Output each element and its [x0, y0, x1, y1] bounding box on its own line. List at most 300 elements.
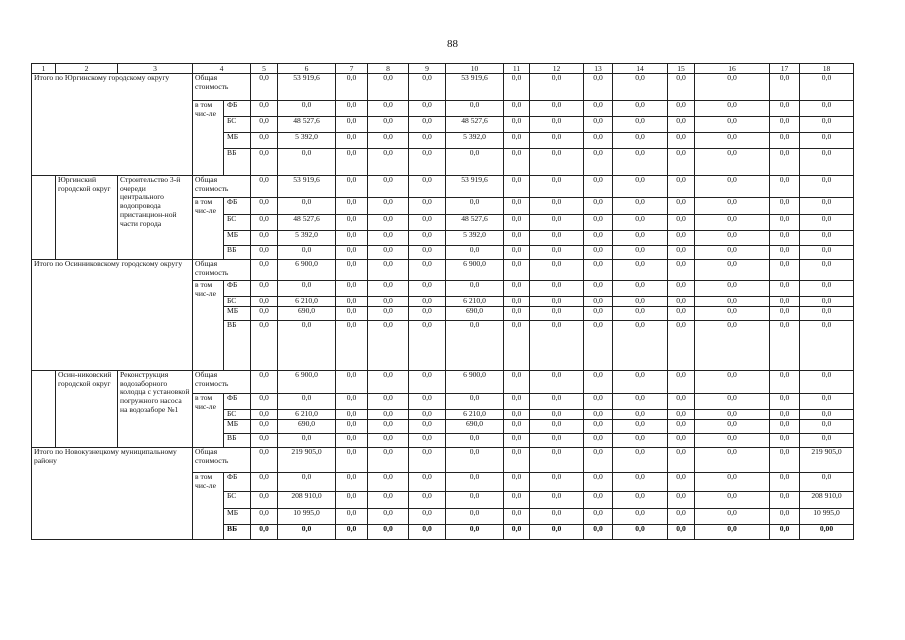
value-cell: 0,0 — [251, 448, 278, 473]
value-cell: 0,0 — [336, 394, 368, 410]
value-cell: 0,0 — [504, 231, 530, 246]
funding-source: БС — [224, 297, 251, 307]
value-cell: 0,0 — [800, 394, 854, 410]
value-cell: 0,0 — [504, 281, 530, 297]
value-cell: 0,0 — [613, 394, 668, 410]
value-cell: 0,0 — [695, 420, 770, 434]
including-label: в том чис-ле — [193, 101, 224, 176]
value-cell: 0,0 — [613, 525, 668, 540]
value-cell: 0,0 — [409, 176, 446, 198]
value-cell: 0,0 — [251, 297, 278, 307]
value-cell: 0,0 — [251, 371, 278, 394]
value-cell: 53 919,6 — [278, 74, 336, 101]
value-cell: 0,0 — [409, 74, 446, 101]
value-cell: 0,0 — [695, 371, 770, 394]
value-cell: 0,0 — [368, 281, 409, 297]
value-cell: 0,0 — [368, 149, 409, 176]
value-cell: 0,0 — [336, 74, 368, 101]
value-cell: 0,0 — [530, 117, 584, 133]
value-cell: 0,0 — [504, 198, 530, 215]
value-cell: 0,0 — [800, 117, 854, 133]
value-cell: 0,0 — [613, 281, 668, 297]
value-cell: 0,0 — [613, 149, 668, 176]
value-cell: 0,0 — [800, 281, 854, 297]
column-number: 12 — [530, 64, 584, 74]
value-cell: 0,0 — [446, 473, 504, 492]
value-cell: 0,0 — [504, 410, 530, 420]
value-cell: 0,0 — [336, 509, 368, 525]
value-cell: 0,0 — [504, 260, 530, 281]
value-cell: 0,00 — [800, 525, 854, 540]
value-cell: 0,0 — [770, 74, 800, 101]
value-cell: 0,0 — [251, 215, 278, 231]
value-cell: 0,0 — [409, 448, 446, 473]
value-cell: 0,0 — [668, 297, 695, 307]
value-cell: 0,0 — [530, 198, 584, 215]
value-cell: 0,0 — [584, 434, 613, 448]
value-cell: 0,0 — [368, 420, 409, 434]
value-cell: 0,0 — [770, 410, 800, 420]
value-cell: 0,0 — [584, 394, 613, 410]
value-cell: 0,0 — [368, 246, 409, 260]
including-label: в том чис-ле — [193, 281, 224, 371]
value-cell: 208 910,0 — [800, 492, 854, 509]
funding-source: МБ — [224, 509, 251, 525]
value-cell: 0,0 — [668, 448, 695, 473]
value-cell: 0,0 — [336, 473, 368, 492]
value-cell: 0,0 — [584, 133, 613, 149]
value-cell: 0,0 — [278, 198, 336, 215]
value-cell: 0,0 — [504, 117, 530, 133]
value-cell: 219 905,0 — [800, 448, 854, 473]
district-total-label: Итого по Осинниковскому городскому округу — [32, 260, 193, 371]
value-cell: 0,0 — [770, 321, 800, 371]
value-cell: 0,0 — [530, 434, 584, 448]
value-cell: 0,0 — [584, 297, 613, 307]
value-cell: 0,0 — [446, 492, 504, 509]
value-cell: 0,0 — [504, 215, 530, 231]
column-number: 2 — [56, 64, 118, 74]
value-cell: 0,0 — [668, 307, 695, 321]
district-total-label: Итого по Новокузнецкому муниципальному району — [32, 448, 193, 540]
value-cell: 0,0 — [504, 371, 530, 394]
column-number: 13 — [584, 64, 613, 74]
value-cell: 0,0 — [251, 176, 278, 198]
value-cell: 48 527,6 — [278, 117, 336, 133]
value-cell: 0,0 — [504, 509, 530, 525]
value-cell: 0,0 — [695, 260, 770, 281]
value-cell: 0,0 — [668, 525, 695, 540]
column-number: 3 — [118, 64, 193, 74]
value-cell: 0,0 — [446, 448, 504, 473]
value-cell: 0,0 — [368, 371, 409, 394]
value-cell: 0,0 — [584, 117, 613, 133]
value-cell: 0,0 — [770, 117, 800, 133]
value-cell: 0,0 — [770, 492, 800, 509]
value-cell: 0,0 — [504, 133, 530, 149]
value-cell: 0,0 — [336, 281, 368, 297]
value-cell: 0,0 — [409, 101, 446, 117]
value-cell: 0,0 — [800, 176, 854, 198]
value-cell: 0,0 — [409, 297, 446, 307]
value-cell: 0,0 — [336, 297, 368, 307]
value-cell: 690,0 — [278, 420, 336, 434]
value-cell: 0,0 — [695, 525, 770, 540]
column-number: 14 — [613, 64, 668, 74]
value-cell: 0,0 — [251, 281, 278, 297]
value-cell: 0,0 — [800, 260, 854, 281]
value-cell: 0,0 — [409, 260, 446, 281]
value-cell: 0,0 — [695, 410, 770, 420]
value-cell: 0,0 — [278, 473, 336, 492]
value-cell: 0,0 — [409, 321, 446, 371]
funding-source: БС — [224, 492, 251, 509]
municipality-name: Юргинский городской округ — [56, 176, 118, 260]
value-cell: 0,0 — [368, 525, 409, 540]
value-cell: 0,0 — [584, 149, 613, 176]
district-total-row — [32, 74, 854, 101]
value-cell: 0,0 — [530, 297, 584, 307]
value-cell: 0,0 — [695, 281, 770, 297]
value-cell: 0,0 — [613, 307, 668, 321]
value-cell: 0,0 — [613, 74, 668, 101]
value-cell: 208 910,0 — [278, 492, 336, 509]
value-cell: 0,0 — [695, 215, 770, 231]
funding-source: ВБ — [224, 149, 251, 176]
value-cell: 0,0 — [446, 149, 504, 176]
value-cell: 0,0 — [695, 448, 770, 473]
column-number-row — [32, 64, 854, 74]
value-cell: 0,0 — [668, 231, 695, 246]
value-cell: 0,0 — [800, 410, 854, 420]
value-cell: 0,0 — [530, 260, 584, 281]
funding-source: ФБ — [224, 198, 251, 215]
value-cell: 0,0 — [530, 448, 584, 473]
value-cell: 0,0 — [504, 149, 530, 176]
value-cell: 0,0 — [695, 434, 770, 448]
value-cell: 0,0 — [800, 246, 854, 260]
value-cell: 0,0 — [800, 215, 854, 231]
column-number: 4 — [193, 64, 251, 74]
value-cell: 0,0 — [584, 448, 613, 473]
value-cell: 0,0 — [613, 492, 668, 509]
value-cell: 0,0 — [409, 473, 446, 492]
value-cell: 0,0 — [504, 297, 530, 307]
value-cell: 0,0 — [368, 434, 409, 448]
value-cell: 0,0 — [530, 410, 584, 420]
value-cell: 0,0 — [668, 492, 695, 509]
value-cell: 0,0 — [800, 149, 854, 176]
value-cell: 0,0 — [368, 297, 409, 307]
value-cell: 0,0 — [504, 420, 530, 434]
value-cell: 0,0 — [613, 215, 668, 231]
value-cell: 0,0 — [800, 321, 854, 371]
value-cell: 0,0 — [278, 525, 336, 540]
column-number: 10 — [446, 64, 504, 74]
value-cell: 0,0 — [251, 231, 278, 246]
value-cell: 0,0 — [251, 133, 278, 149]
value-cell: 0,0 — [584, 215, 613, 231]
value-cell: 0,0 — [446, 394, 504, 410]
value-cell: 0,0 — [278, 281, 336, 297]
value-cell: 0,0 — [770, 246, 800, 260]
value-cell: 0,0 — [584, 231, 613, 246]
value-cell: 0,0 — [584, 410, 613, 420]
value-cell: 0,0 — [584, 525, 613, 540]
value-cell: 0,0 — [584, 371, 613, 394]
value-cell: 0,0 — [668, 74, 695, 101]
value-cell: 0,0 — [530, 246, 584, 260]
budget-table — [31, 63, 854, 540]
value-cell: 0,0 — [368, 394, 409, 410]
value-cell: 219 905,0 — [278, 448, 336, 473]
value-cell: 0,0 — [668, 101, 695, 117]
value-cell: 0,0 — [446, 509, 504, 525]
value-cell: 0,0 — [530, 492, 584, 509]
value-cell: 0,0 — [770, 260, 800, 281]
value-cell: 0,0 — [336, 198, 368, 215]
value-cell: 0,0 — [668, 281, 695, 297]
value-cell: 0,0 — [504, 448, 530, 473]
value-cell: 0,0 — [409, 434, 446, 448]
value-cell: 0,0 — [613, 176, 668, 198]
empty-cell — [32, 371, 56, 448]
value-cell: 0,0 — [336, 149, 368, 176]
value-cell: 0,0 — [251, 260, 278, 281]
value-cell: 0,0 — [613, 260, 668, 281]
value-cell: 0,0 — [409, 246, 446, 260]
municipality-name: Осин-никовский городской округ — [56, 371, 118, 448]
value-cell: 690,0 — [446, 420, 504, 434]
including-label: в том чис-ле — [193, 198, 224, 260]
value-cell: 0,0 — [530, 509, 584, 525]
value-cell: 0,0 — [368, 410, 409, 420]
value-cell: 0,0 — [336, 117, 368, 133]
value-cell: 0,0 — [368, 198, 409, 215]
value-cell: 0,0 — [668, 246, 695, 260]
value-cell: 0,0 — [613, 448, 668, 473]
value-cell: 0,0 — [409, 509, 446, 525]
value-cell: 0,0 — [530, 321, 584, 371]
funding-source: ФБ — [224, 394, 251, 410]
value-cell: 0,0 — [368, 307, 409, 321]
value-cell: 0,0 — [251, 492, 278, 509]
value-cell: 0,0 — [584, 198, 613, 215]
value-cell: 0,0 — [800, 133, 854, 149]
value-cell: 0,0 — [368, 448, 409, 473]
value-cell: 0,0 — [770, 473, 800, 492]
value-cell: 53 919,6 — [278, 176, 336, 198]
value-cell: 6 900,0 — [278, 371, 336, 394]
value-cell: 0,0 — [800, 74, 854, 101]
value-cell: 0,0 — [530, 149, 584, 176]
value-cell: 0,0 — [770, 215, 800, 231]
value-cell: 0,0 — [530, 101, 584, 117]
value-cell: 0,0 — [504, 74, 530, 101]
value-cell: 0,0 — [770, 176, 800, 198]
value-cell: 0,0 — [584, 281, 613, 297]
value-cell: 0,0 — [584, 176, 613, 198]
value-cell: 0,0 — [504, 473, 530, 492]
value-cell: 0,0 — [695, 307, 770, 321]
value-cell: 0,0 — [770, 509, 800, 525]
value-cell: 0,0 — [800, 297, 854, 307]
value-cell: 0,0 — [800, 231, 854, 246]
value-cell: 690,0 — [278, 307, 336, 321]
value-cell: 6 210,0 — [278, 297, 336, 307]
district-total-row — [32, 260, 854, 281]
value-cell: 0,0 — [695, 176, 770, 198]
value-cell: 0,0 — [336, 420, 368, 434]
value-cell: 0,0 — [251, 198, 278, 215]
value-cell: 0,0 — [336, 434, 368, 448]
column-number: 5 — [251, 64, 278, 74]
funding-source: БС — [224, 117, 251, 133]
value-cell: 0,0 — [695, 198, 770, 215]
value-cell: 0,0 — [613, 420, 668, 434]
column-number: 17 — [770, 64, 800, 74]
value-cell: 0,0 — [409, 371, 446, 394]
value-cell: 0,0 — [530, 74, 584, 101]
funding-source: ФБ — [224, 473, 251, 492]
value-cell: 5 392,0 — [446, 133, 504, 149]
project-name: Строительство 3-й очереди центрального водопровода пристанцион-ной части города — [118, 176, 193, 260]
project-row — [32, 371, 854, 394]
value-cell: 0,0 — [613, 231, 668, 246]
value-cell: 0,0 — [800, 198, 854, 215]
value-cell: 0,0 — [504, 394, 530, 410]
value-cell: 0,0 — [446, 525, 504, 540]
column-number: 6 — [278, 64, 336, 74]
value-cell: 0,0 — [668, 434, 695, 448]
value-cell: 0,0 — [695, 117, 770, 133]
value-cell: 0,0 — [613, 246, 668, 260]
value-cell: 53 919,6 — [446, 176, 504, 198]
value-cell: 0,0 — [695, 473, 770, 492]
value-cell: 0,0 — [446, 434, 504, 448]
value-cell: 0,0 — [695, 297, 770, 307]
value-cell: 0,0 — [770, 434, 800, 448]
district-total-label: Итого по Юргинскому городскому округу — [32, 74, 193, 176]
value-cell: 0,0 — [668, 394, 695, 410]
value-cell: 0,0 — [668, 420, 695, 434]
value-cell: 0,0 — [584, 420, 613, 434]
value-cell: 0,0 — [770, 149, 800, 176]
value-cell: 0,0 — [695, 246, 770, 260]
value-cell: 0,0 — [800, 434, 854, 448]
value-cell: 0,0 — [278, 101, 336, 117]
value-cell: 0,0 — [278, 321, 336, 371]
value-cell: 0,0 — [409, 492, 446, 509]
value-cell: 0,0 — [336, 448, 368, 473]
value-cell: 0,0 — [278, 434, 336, 448]
value-cell: 0,0 — [504, 101, 530, 117]
value-cell: 0,0 — [251, 420, 278, 434]
column-number: 15 — [668, 64, 695, 74]
value-cell: 0,0 — [446, 101, 504, 117]
value-cell: 0,0 — [530, 307, 584, 321]
value-cell: 0,0 — [368, 133, 409, 149]
value-cell: 0,0 — [613, 297, 668, 307]
value-cell: 0,0 — [278, 149, 336, 176]
value-cell: 0,0 — [251, 117, 278, 133]
funding-source: МБ — [224, 307, 251, 321]
value-cell: 0,0 — [368, 260, 409, 281]
value-cell: 0,0 — [336, 307, 368, 321]
total-cost-label: Общая стоимость — [193, 260, 251, 281]
funding-source: БС — [224, 215, 251, 231]
value-cell: 0,0 — [668, 371, 695, 394]
value-cell: 0,0 — [409, 149, 446, 176]
value-cell: 0,0 — [800, 420, 854, 434]
value-cell: 0,0 — [695, 231, 770, 246]
value-cell: 0,0 — [504, 492, 530, 509]
value-cell: 0,0 — [770, 198, 800, 215]
value-cell: 0,0 — [446, 281, 504, 297]
funding-source: ВБ — [224, 321, 251, 371]
value-cell: 0,0 — [446, 321, 504, 371]
value-cell: 6 210,0 — [446, 410, 504, 420]
column-number: 1 — [32, 64, 56, 74]
column-number: 11 — [504, 64, 530, 74]
value-cell: 0,0 — [446, 246, 504, 260]
value-cell: 0,0 — [251, 101, 278, 117]
value-cell: 0,0 — [770, 394, 800, 410]
value-cell: 0,0 — [613, 198, 668, 215]
value-cell: 0,0 — [800, 473, 854, 492]
value-cell: 0,0 — [800, 307, 854, 321]
value-cell: 0,0 — [409, 394, 446, 410]
value-cell: 0,0 — [668, 321, 695, 371]
value-cell: 0,0 — [251, 149, 278, 176]
value-cell: 0,0 — [530, 215, 584, 231]
value-cell: 0,0 — [613, 133, 668, 149]
value-cell: 0,0 — [368, 473, 409, 492]
including-label: в том чис-ле — [193, 394, 224, 448]
value-cell: 0,0 — [800, 101, 854, 117]
value-cell: 0,0 — [584, 492, 613, 509]
value-cell: 0,0 — [530, 525, 584, 540]
value-cell: 0,0 — [504, 246, 530, 260]
value-cell: 0,0 — [770, 371, 800, 394]
value-cell: 0,0 — [584, 473, 613, 492]
value-cell: 0,0 — [368, 215, 409, 231]
total-cost-label: Общая стоимость — [193, 371, 251, 394]
column-number: 9 — [409, 64, 446, 74]
value-cell: 0,0 — [336, 492, 368, 509]
funding-source: ВБ — [224, 434, 251, 448]
value-cell: 6 210,0 — [446, 297, 504, 307]
value-cell: 0,0 — [409, 307, 446, 321]
value-cell: 0,0 — [336, 260, 368, 281]
value-cell: 0,0 — [504, 321, 530, 371]
funding-source: МБ — [224, 420, 251, 434]
value-cell: 0,0 — [368, 74, 409, 101]
value-cell: 0,0 — [368, 231, 409, 246]
value-cell: 690,0 — [446, 307, 504, 321]
value-cell: 6 900,0 — [446, 371, 504, 394]
value-cell: 0,0 — [409, 198, 446, 215]
value-cell: 0,0 — [668, 215, 695, 231]
value-cell: 0,0 — [668, 133, 695, 149]
value-cell: 0,0 — [251, 74, 278, 101]
value-cell: 0,0 — [668, 410, 695, 420]
total-cost-label: Общая стоимость — [193, 176, 251, 198]
value-cell: 0,0 — [530, 133, 584, 149]
value-cell: 0,0 — [336, 231, 368, 246]
value-cell: 0,0 — [695, 74, 770, 101]
value-cell: 0,0 — [336, 215, 368, 231]
